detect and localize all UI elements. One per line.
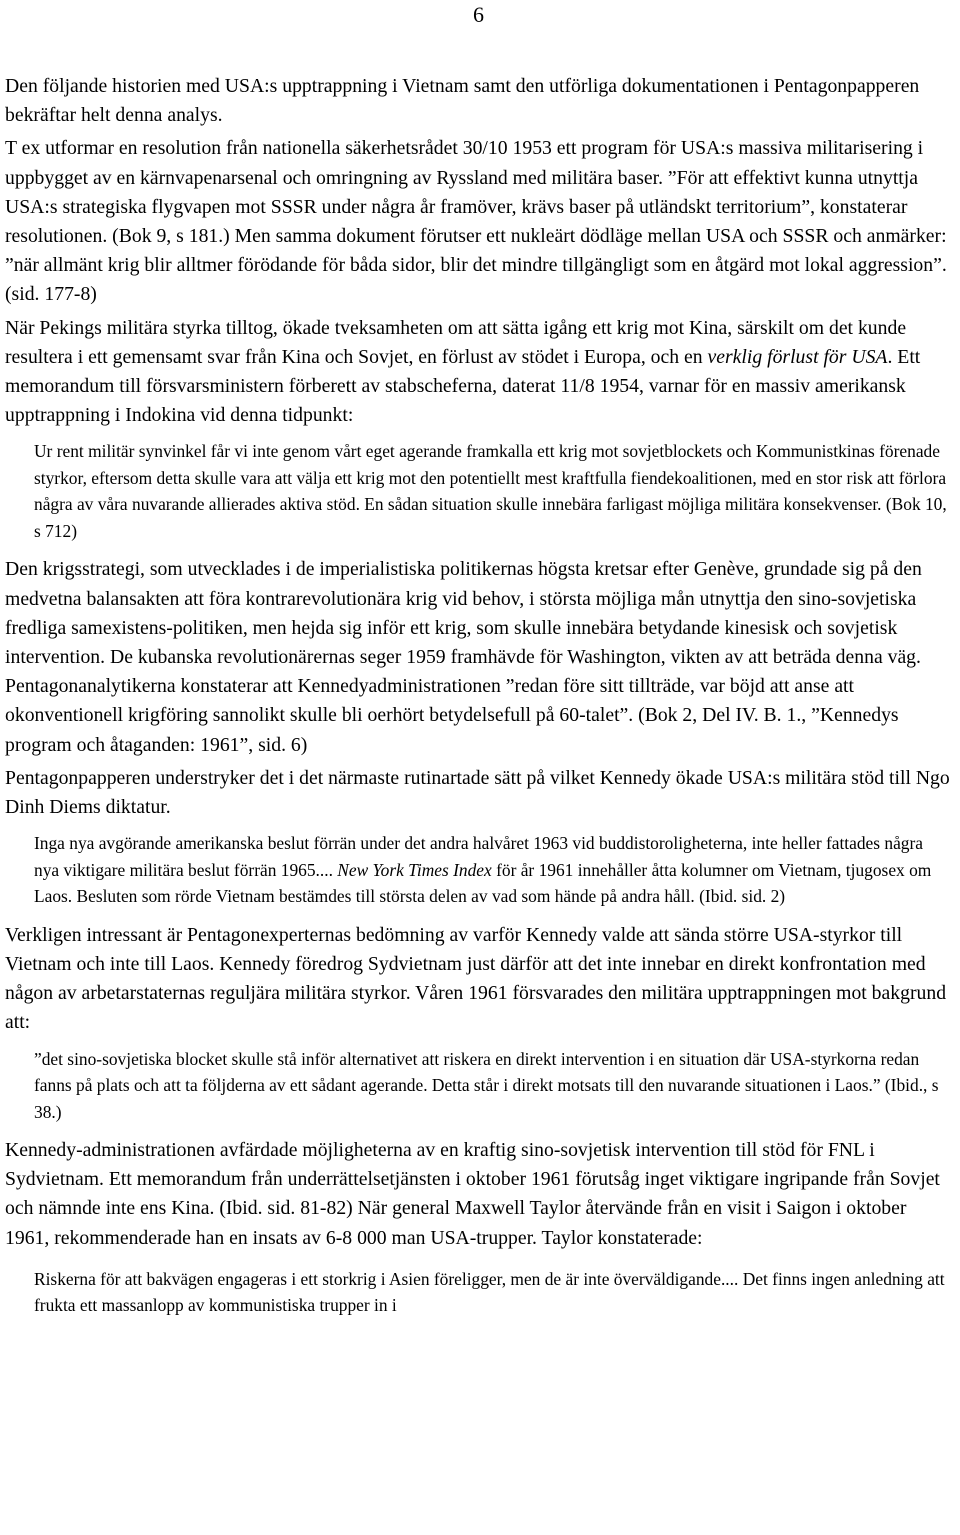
block-quote-text-a: Inga nya avgörande amerikanska beslut förrän under det andra halvåret 1963 vid buddistoroligheterna, inte heller fattades några nya viktigare militära beslut förrän 1965.... bbox=[34, 833, 923, 880]
block-quote-no-new-decisions bbox=[34, 830, 950, 910]
paragraph-pentagon-papers: Pentagonpapperen understryker det i det närmaste rutinartade sätt på vilket Kennedy ökade USA:s militära stöd till Ngo Dinh Diems diktatur. bbox=[5, 766, 950, 819]
paragraph-peking-text-b: . Ett memorandum till försvarsministern förberett av stabscheferna, daterat 11/8 1954, varnar för en massiv amerikansk upptrappning i Indokina vid denna tidpunkt: bbox=[5, 345, 921, 427]
document-body bbox=[5, 72, 952, 1330]
paragraph-war-strategy: Den krigsstrategi, som utvecklades i de imperialistiska politikernas högsta kretsar efter Genève, grundade sig på den medvetna balansakten att föra kontrarevolutionära krig vid behov, i största möjliga mån utnyttja den sino-sovjetiska fredliga samexistens-politiken, men hejda sig inför ett krig, som skulle innebära betydande kinesisk och sovjetisk intervention. De kubanska revolutionärernas seger 1959 framhävde för Washington, vikten av att beträda denna väg. Pentagonanalytikerna konstaterar att Kennedyadministrationen ”redan före sitt tillträde, var böjd att anse att okonventionell krigföring sannolikt skulle bli oerhört betydelsefull på 60-talet”. (Bok 2, Del IV. B. 1., ”Kennedys program och åtaganden: 1961”, sid. 6) bbox=[5, 558, 922, 756]
block-quote-emphasis: New York Times Index bbox=[337, 859, 492, 880]
paragraph-peking-emphasis: verklig förlust för USA bbox=[707, 345, 888, 368]
paragraph-kennedy-choice: Verkligen intressant är Pentagonexperternas bedömning av varför Kennedy valde att sända större USA-styrkor till Vietnam och inte till Laos. Kennedy föredrog Sydvietnam just därför att det inte innebar en direkt konfrontation med någon av arbetarstaternas reguljära militära styrkor. Våren 1961 försvarades den militära upptrappningen mot bakgrund att: bbox=[5, 923, 947, 1034]
paragraph-kennedy-administration: Kennedy-administrationen avfärdade möjligheterna av en kraftig sino-sovjetisk intervention till stöd för FNL i Sydvietnam. Ett memorandum från underrättelsetjänsten i oktober 1961 förutsåg inget viktigare ingripande från Sovjet och nämnde inte ens Kina. (Ibid. sid. 81-82) När general Maxwell Taylor återvände från en visit i Saigon i oktober 1961, rekommenderade han en insats av 6-8 000 man USA-trupper. Taylor konstaterade: bbox=[5, 1139, 940, 1249]
block-quote-text-b: för år 1961 innehåller åtta kolumner om Vietnam, tjugosex om Laos. Besluten som rörde Vietnam bestämdes till största delen av vad som hände på andra håll. (Ibid. sid. 2) bbox=[34, 859, 932, 907]
block-quote-sino-soviet: ”det sino-sovjetiska blocket skulle stå inför alternativet att riskera en direkt intervention i en situation där USA-styrkorna redan fanns på plats och att ta följderna av ett sådant agerande. Detta står i direkt motsats till den nuvarande situationen i Laos.” (Ibid., s 38.) bbox=[34, 1048, 939, 1122]
block-quote-military-viewpoint: Ur rent militär synvinkel får vi inte genom vårt eget agerande framkalla ett krig mot sovjetblockets och Kommunistkinas förenade styrkor, eftersom detta skulle vara att välja ett krig mot den potentiellt mest kraftfulla fiendekoalitionen, med en stor risk att förlora några av våra nuvarande allierades aktiva stöd. En sådan situation skulle innebära farligast möjliga militära konsekvenser. (Bok 10, s 712) bbox=[34, 441, 947, 541]
paragraph-peking-military bbox=[5, 314, 952, 431]
paragraph-peking-text-a: När Pekings militära styrka tilltog, ökade tveksamheten om att sätta igång ett krig mot Kina, särskilt om det kunde resultera i ett gemensamt svar från Kina och Sovjet, en förlust av stödet i Europa, och en bbox=[5, 316, 907, 368]
block-quote-risks: Riskerna för att bakvägen engageras i ett storkrig i Asien föreligger, men de är inte överväldigande.... Det finns ingen anledning att frukta ett massanlopp av kommunistiska trupper in i bbox=[34, 1268, 945, 1316]
page-number: 6 bbox=[473, 2, 484, 27]
paragraph-intro: Den följande historien med USA:s upptrappning i Vietnam samt den utförliga dokumentationen i Pentagonpapperen bekräftar helt denna analys. bbox=[5, 75, 920, 127]
paragraph-resolution-1953: T ex utformar en resolution från nationella säkerhetsrådet 30/10 1953 ett program för USA:s massiva militarisering i uppbygget av en kärnvapenarsenal och omringning av Ryssland med militära baser. ”För att effektivt kunna utnyttja USA:s strategiska flygvapen mot SSSR under några år framöver, krävs baser på utländskt territorium”, konstaterar resolutionen. (Bok 9, s 181.) Men samma dokument förutser ett nukleärt dödläge mellan USA och SSSR och anmärker: ”när allmänt krig blir alltmer förödande för båda sidor, blir det mindre tillgängligt som en åtgärd mot lokal aggression”. (sid. 177-8) bbox=[5, 137, 947, 306]
